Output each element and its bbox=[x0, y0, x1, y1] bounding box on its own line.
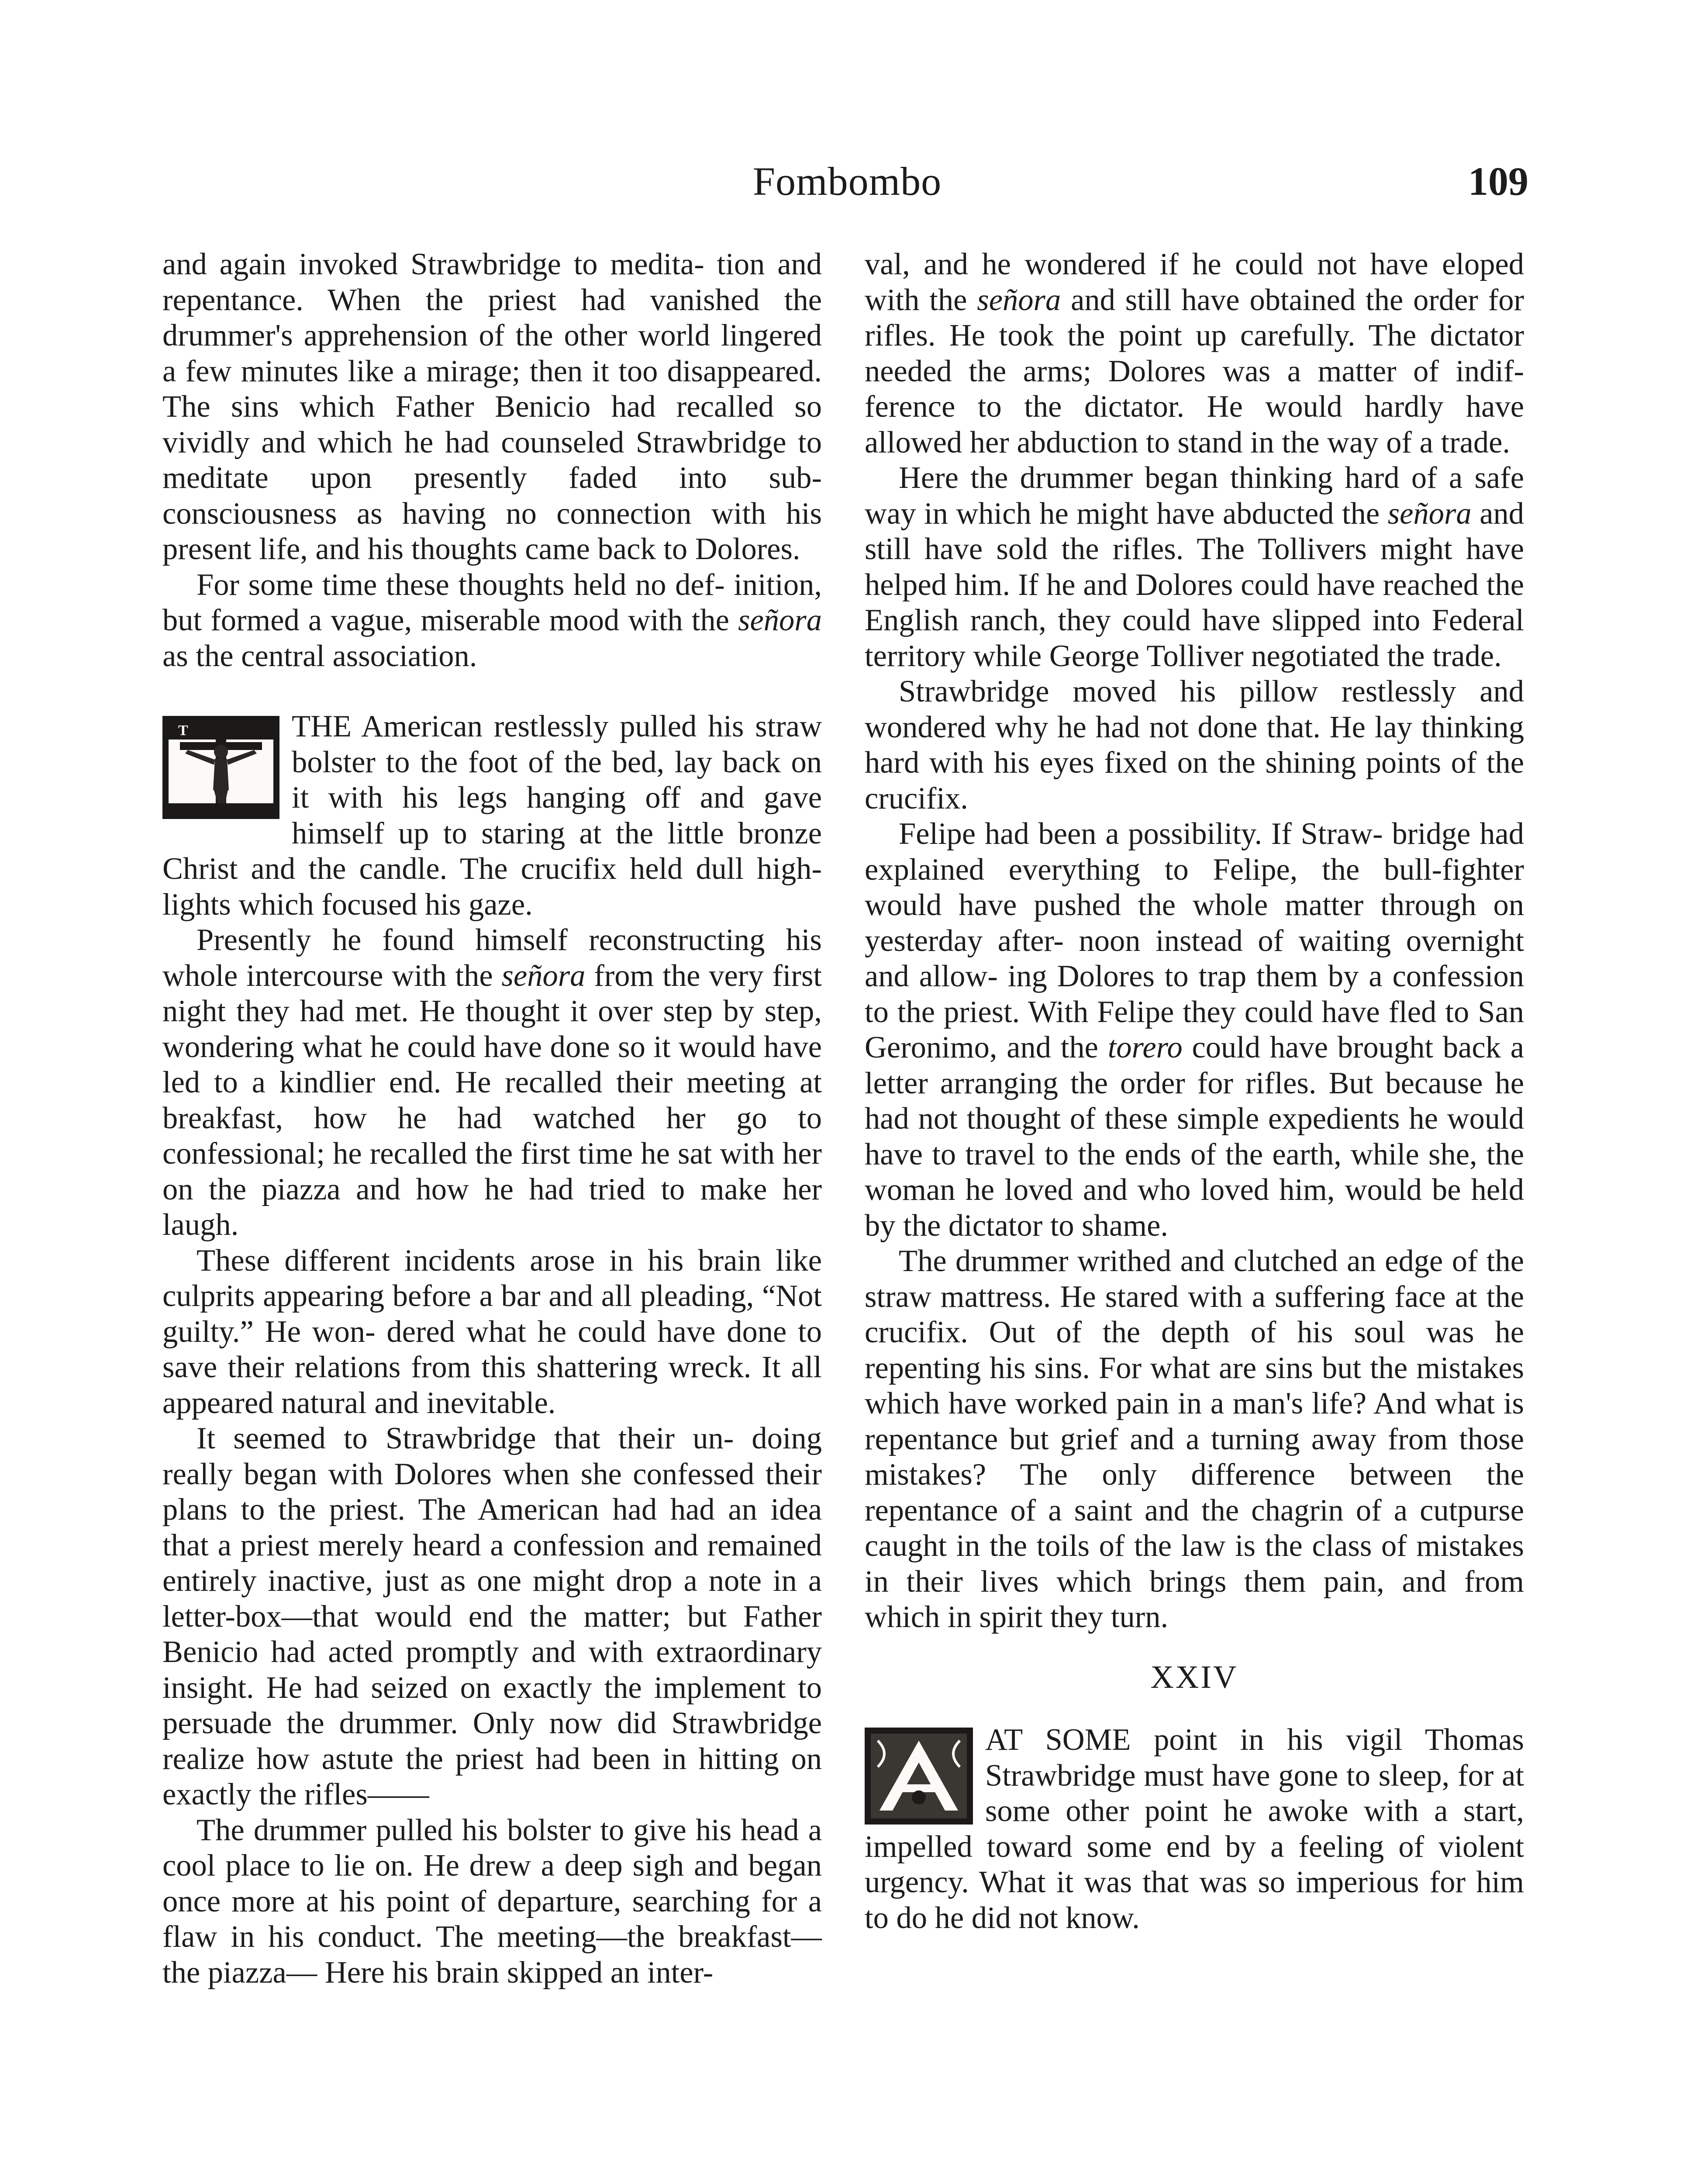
dropcap-paragraph bbox=[865, 1722, 1524, 1936]
paragraph: It seemed to Strawbridge that their un- doing really began with Dolores when she confessed their plans to the priest. The American had had an idea that a priest merely heard a confession and remained entirely inactive, just as one might drop a note in a letter-box—that would end the matter; but Father Benicio had acted promptly and with extraordinary insight. He had seized on exactly the implement to persuade the drummer. Only now did Strawbridge realize how astute the priest had been in hitting on exactly the rifles—— bbox=[162, 1421, 822, 1811]
paragraph: Strawbridge moved his pillow restlessly and wondered why he had not done that. He lay thinking hard with his eyes fixed on the shining points of the crucifix. bbox=[865, 674, 1524, 816]
paragraph: The drummer pulled his bolster to give his head a cool place to lie on. He drew a deep sigh and began once more at his point of departure, searching for a flaw in his conduct. The meeting—the breakfast—the piazza— Here his brain skipped an inter- bbox=[162, 1813, 822, 1990]
left-column bbox=[162, 247, 822, 1990]
chapter-heading: XXIV bbox=[1150, 1659, 1238, 1695]
dropcap-paragraph bbox=[162, 709, 822, 923]
paragraph: AT SOME point in his vigil Thomas Strawbridge must have gone to sleep, for at some other point he awoke with a start, impelled toward some end by a feeling of violent urgency. What it was that was so imperious for him to do he did not know. bbox=[865, 1723, 1524, 1935]
paragraph: Presently he found himself reconstructing his whole intercourse with the señora from the very first night they had met. He thought it over step by step, wondering what he could have done so it would have led to a kindlier end. He recalled their meeting at breakfast, how he had watched her go to confessional; he recalled the first time he sat with her on the piazza and how he had tried to make her laugh. bbox=[162, 923, 822, 1242]
section-break bbox=[162, 674, 822, 709]
paragraph: val, and he wondered if he could not have eloped with the señora and still have obtained the order for rifles. He took the point up carefully. The dictator needed the arms; Dolores was a matter of indif- ference to the dictator. He would hardly have allowed her abduction to stand in the way of a trade. bbox=[865, 247, 1524, 460]
paragraph: and again invoked Strawbridge to medita- tion and repentance. When the priest had vanished the drummer's apprehension of the other world lingered a few minutes like a mirage; then it too disappeared. The sins which Father Benicio had recalled so vividly and which he had counseled Strawbridge to meditate upon presently faded into sub- consciousness as having no connection with his present life, and his thoughts came back to Dolores. bbox=[162, 247, 822, 566]
crucifix-dropcap-icon bbox=[162, 716, 279, 819]
paragraph: The drummer writhed and clutched an edge of the straw mattress. He stared with a suffering face at the crucifix. Out of the depth of his soul was he repenting his sins. For what are sins but the mistakes which have worked pain in a man's life? And what is repentance but grief and a turning away from those mistakes? The only difference between the repentance of a saint and the chagrin of a cutpurse caught in the toils of the law is the class of mistakes in their lives which brings them pain, and from which in spirit they turn. bbox=[865, 1244, 1524, 1634]
svg-text:T: T bbox=[178, 722, 188, 739]
page-header bbox=[166, 158, 1528, 211]
ornamental-dropcap-icon bbox=[865, 1728, 973, 1825]
paragraph: These different incidents arose in his brain like culprits appearing before a bar and all pleading, “Not guilty.” He won- dered what he could have done to save their relations from this shattering wreck. It all appeared natural and inevitable. bbox=[162, 1243, 822, 1420]
crucifix-dropcap-icon bbox=[162, 716, 279, 819]
page-number: 109 bbox=[1468, 159, 1528, 204]
paragraph: Here the drummer began thinking hard of a safe way in which he might have abducted the señora and still have sold the rifles. The Tollivers might have helped him. If he and Dolores could have reached the English ranch, they could have slipped into Federal territory while George Tolliver negotiated the trade. bbox=[865, 461, 1524, 673]
paragraph: For some time these thoughts held no def- inition, but formed a vague, miserable mood with the señora as the central association. bbox=[162, 567, 822, 673]
right-column bbox=[865, 247, 1524, 1936]
paragraph: Felipe had been a possibility. If Straw- bridge had explained everything to Felipe, the bull-fighter would have pushed the whole matter through on yesterday after- noon instead of waiting overnight and allow- ing Dolores to trap them by a confession to the priest. With Felipe they could have fled to San Geronimo, and the torero could have brought back a letter arranging the order for rifles. But because he had not thought of these simple expedients he would have to travel to the ends of the earth, while she, the woman he loved and who loved him, would be held by the dictator to shame. bbox=[865, 817, 1524, 1243]
running-title: Fombombo bbox=[752, 159, 942, 204]
ornamental-dropcap-icon bbox=[865, 1728, 973, 1825]
paragraph: THE American restlessly pulled his straw bolster to the foot of the bed, lay back on it with his legs hanging off and gave himself up to staring at the little bronze Christ and the candle. The crucifix held dull high-lights which focused his gaze. bbox=[162, 709, 822, 922]
